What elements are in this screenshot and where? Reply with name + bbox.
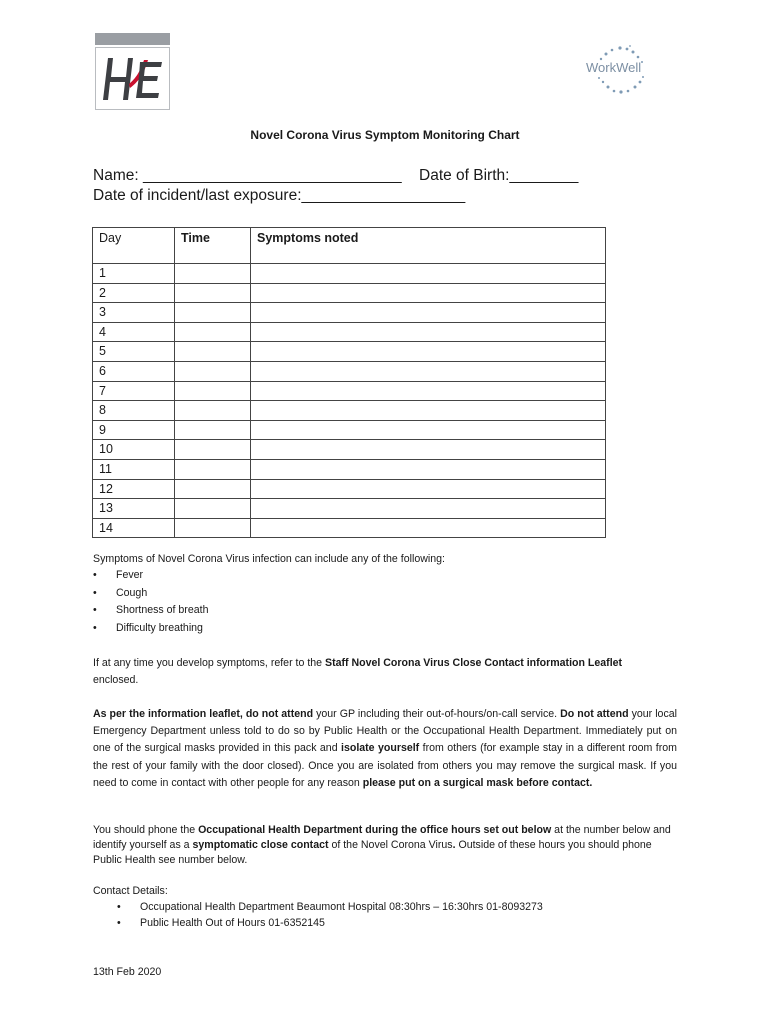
refer-text: If at any time you develop symptoms, refer to the (93, 657, 325, 669)
day-cell: 6 (93, 361, 175, 381)
phone-bold-2: symptomatic close contact (192, 839, 329, 851)
symptoms-cell[interactable] (251, 440, 606, 460)
document-title: Novel Corona Virus Symptom Monitoring Chart (250, 128, 520, 142)
header-day: Day (93, 228, 175, 264)
symptoms-cell[interactable] (251, 499, 606, 519)
attend-text-1: your GP including their out-of-hours/on-call service. (313, 708, 561, 720)
attend-text-3: from others (for example stay in a different room from the rest of your family with the door closed). Once you are isolated from others you may remove the surgical mask. If you need to come in contact with other people for any reason (93, 742, 677, 789)
symptoms-cell[interactable] (251, 283, 606, 303)
phone-paragraph (93, 823, 677, 868)
workwell-logo-text: WorkWell (586, 60, 642, 75)
table-row (93, 518, 606, 538)
time-cell[interactable] (175, 381, 251, 401)
day-cell: 3 (93, 303, 175, 323)
hse-logo (95, 33, 170, 110)
symptoms-cell[interactable] (251, 518, 606, 538)
symptom-log-table (92, 227, 606, 538)
table-row (93, 283, 606, 303)
phone-text-2: at the number below and identify yourself as a (93, 824, 671, 851)
time-cell[interactable] (175, 499, 251, 519)
attend-bold-2: Do not attend (560, 708, 629, 720)
symptoms-cell[interactable] (251, 479, 606, 499)
workwell-logo (582, 44, 658, 96)
phone-bold-1: Occupational Health Department during the office hours set out below (198, 824, 552, 836)
symptoms-cell[interactable] (251, 420, 606, 440)
day-cell: 9 (93, 420, 175, 440)
table-header-row (93, 228, 606, 264)
list-item: • Public Health Out of Hours 01-6352145 (93, 915, 677, 931)
refer-text-end: enclosed. (93, 674, 139, 686)
day-cell: 10 (93, 440, 175, 460)
list-item: • Occupational Health Department Beaumont Hospital 08:30hrs – 16:30hrs 01-8093273 (93, 899, 677, 915)
day-cell: 5 (93, 342, 175, 362)
time-cell[interactable] (175, 361, 251, 381)
table-row (93, 499, 606, 519)
symptoms-cell[interactable] (251, 303, 606, 323)
day-cell: 14 (93, 518, 175, 538)
time-cell[interactable] (175, 401, 251, 421)
table-row (93, 401, 606, 421)
time-cell[interactable] (175, 303, 251, 323)
table-row (93, 361, 606, 381)
attend-text-2: your local Emergency Department unless told to do so by Public Health or the Occupational Health Department. Immediately put on one of the surgical masks provided in this pack and (93, 708, 677, 755)
footer-date: 13th Feb 2020 (93, 966, 162, 978)
header-time: Time (175, 228, 251, 264)
list-item: • Shortness of breath (93, 602, 677, 620)
phone-text-4: Outside of these hours you should phone Public Health see number below. (93, 839, 652, 866)
day-cell: 11 (93, 459, 175, 479)
time-cell[interactable] (175, 459, 251, 479)
phone-text-1: You should phone the (93, 824, 199, 836)
header-symptoms: Symptoms noted (251, 228, 606, 264)
attend-paragraph (93, 706, 677, 792)
table-row (93, 381, 606, 401)
table-row (93, 322, 606, 342)
symptoms-cell[interactable] (251, 401, 606, 421)
name-field[interactable]: Name: ______________________________ (93, 167, 402, 184)
table-row (93, 479, 606, 499)
day-cell: 12 (93, 479, 175, 499)
time-cell[interactable] (175, 264, 251, 284)
list-item: • Difficulty breathing (93, 620, 677, 638)
date-of-birth-field[interactable]: Date of Birth:________ (419, 167, 579, 184)
symptoms-cell[interactable] (251, 322, 606, 342)
table-row (93, 440, 606, 460)
exposure-date-field[interactable]: Date of incident/last exposure:___________________ (93, 187, 466, 204)
symptoms-cell[interactable] (251, 342, 606, 362)
hse-logo-mark (96, 48, 169, 109)
table-row (93, 342, 606, 362)
list-item: • Fever (93, 567, 677, 585)
day-cell: 7 (93, 381, 175, 401)
time-cell[interactable] (175, 518, 251, 538)
time-cell[interactable] (175, 420, 251, 440)
table-row (93, 459, 606, 479)
symptoms-intro: Symptoms of Novel Corona Virus infection can include any of the following: (93, 553, 445, 565)
attend-bold-1: As per the information leaflet, do not attend (93, 708, 314, 720)
time-cell[interactable] (175, 440, 251, 460)
time-cell[interactable] (175, 322, 251, 342)
symptoms-cell[interactable] (251, 459, 606, 479)
day-cell: 4 (93, 322, 175, 342)
day-cell: 2 (93, 283, 175, 303)
leaflet-name: Staff Novel Corona Virus Close Contact information Leaflet (325, 657, 623, 669)
day-cell: 8 (93, 401, 175, 421)
attend-bold-4: please put on a surgical mask before contact. (362, 776, 593, 789)
day-cell: 13 (93, 499, 175, 519)
phone-bold-3: . (452, 839, 456, 851)
contact-list (93, 899, 677, 931)
time-cell[interactable] (175, 342, 251, 362)
time-cell[interactable] (175, 283, 251, 303)
list-item: • Cough (93, 585, 677, 603)
symptoms-cell[interactable] (251, 361, 606, 381)
hse-logo-box (95, 47, 170, 110)
day-cell: 1 (93, 264, 175, 284)
table-row (93, 420, 606, 440)
table-row (93, 303, 606, 323)
symptoms-cell[interactable] (251, 381, 606, 401)
table-row (93, 264, 606, 284)
symptoms-cell[interactable] (251, 264, 606, 284)
contact-title: Contact Details: (93, 885, 168, 897)
time-cell[interactable] (175, 479, 251, 499)
symptom-list (93, 567, 677, 637)
hse-logo-bar (95, 33, 170, 45)
refer-paragraph (93, 655, 677, 689)
phone-text-3: of the Novel Corona Virus (328, 839, 453, 851)
attend-bold-3: isolate yourself (341, 742, 420, 755)
